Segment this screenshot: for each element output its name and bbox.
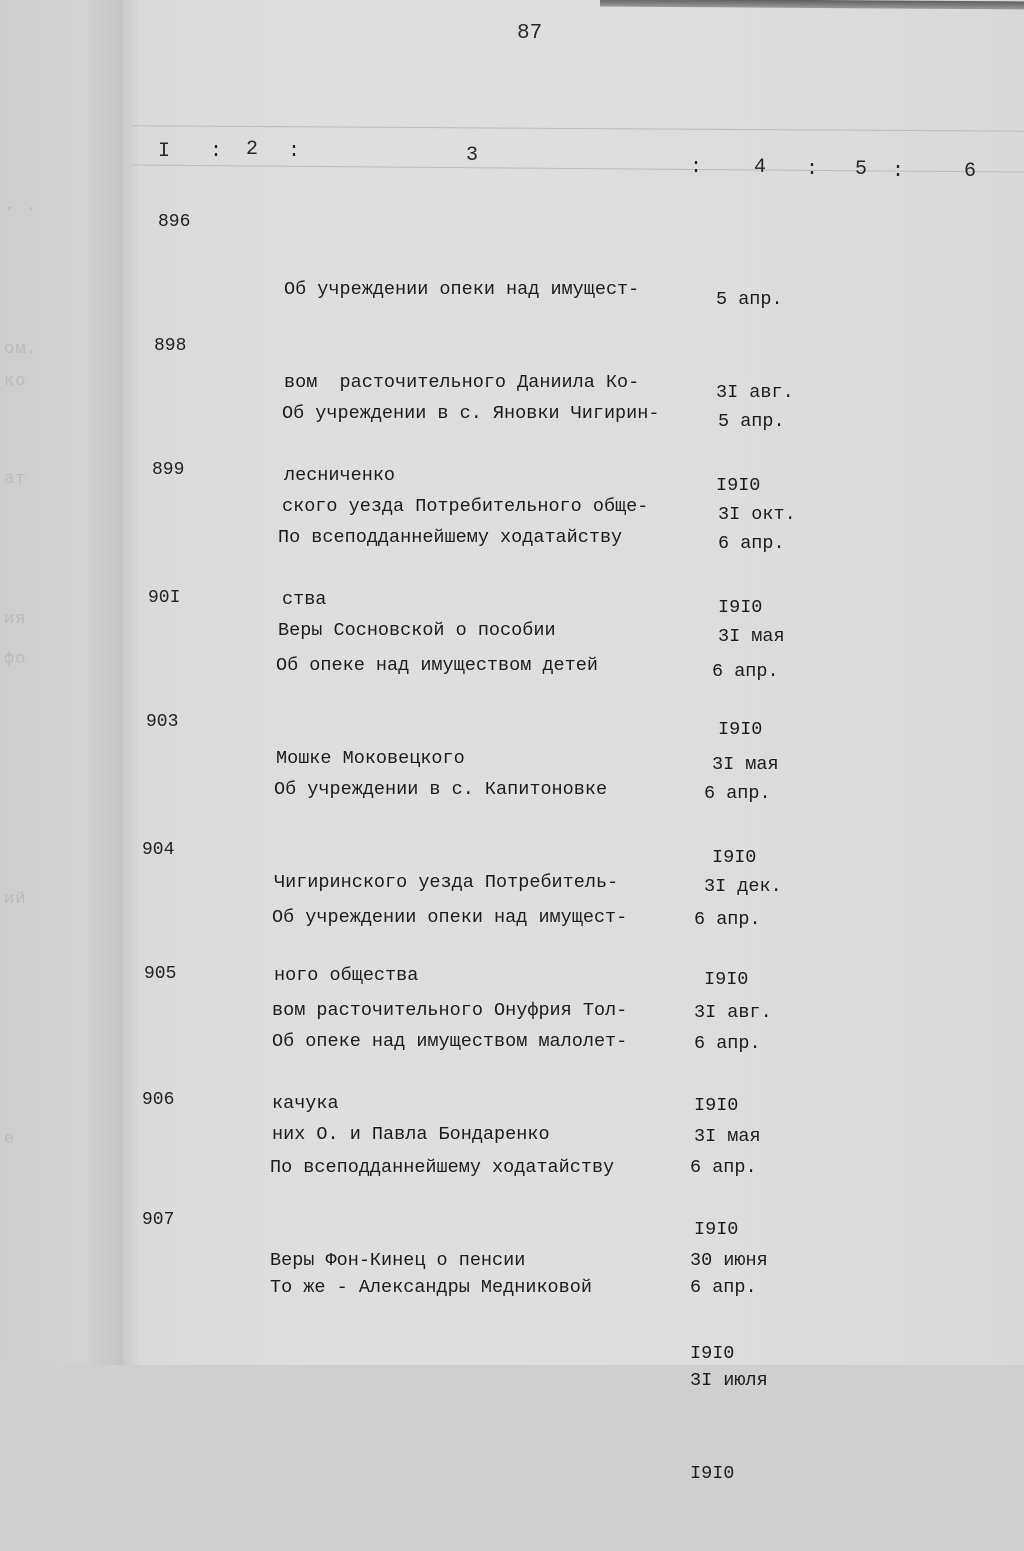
start-date: 6 апр. <box>694 1033 761 1054</box>
end-date: 3I авг. <box>694 1002 772 1023</box>
end-date: 30 июня <box>690 1250 768 1271</box>
description-line: То же - Александры Медниковой <box>270 1277 592 1298</box>
header-bottom-rule <box>132 164 1024 172</box>
bleed-through-text: · · <box>4 200 38 219</box>
page-number: 87 <box>517 22 543 45</box>
column-header-5: 5 <box>855 158 868 181</box>
start-date: 6 апр. <box>704 783 771 804</box>
column-header-6: 6 <box>964 160 977 183</box>
document-page <box>122 0 1024 1484</box>
description-line: них О. и Павла Бондаренко <box>272 1124 550 1145</box>
record-number: 905 <box>144 964 177 984</box>
end-date: 3I июля <box>690 1370 768 1391</box>
description-line: Об опеке над имуществом детей <box>276 655 598 676</box>
column-header-3: 3 <box>466 144 479 167</box>
bleed-through-text: е <box>4 1130 16 1149</box>
start-date: 6 апр. <box>712 661 779 682</box>
year: I9I0 <box>718 597 763 618</box>
start-date: 6 апр. <box>690 1157 757 1178</box>
column-separator: : <box>210 140 223 163</box>
column-header-2: 2 <box>246 138 259 161</box>
year: I9I0 <box>716 475 761 496</box>
record-number: 898 <box>154 336 187 356</box>
start-date: 5 апр. <box>718 411 785 432</box>
record-number: 896 <box>158 212 191 232</box>
description-line: вом расточительного Онуфрия Тол- <box>272 1000 628 1021</box>
record-dates <box>690 1210 768 1551</box>
record-number: 899 <box>152 460 185 480</box>
record-number: 906 <box>142 1090 175 1110</box>
description-line: лесниченко <box>284 465 396 486</box>
description-line: По всеподданнейшему ходатайству <box>270 1157 615 1178</box>
record-number: 907 <box>142 1210 175 1230</box>
description-line: качука <box>272 1093 339 1114</box>
start-date: 6 апр. <box>694 909 761 930</box>
column-separator: : <box>288 140 301 163</box>
record-number: 904 <box>142 840 175 860</box>
year: I9I0 <box>694 1219 739 1240</box>
description-line: ства <box>282 589 327 610</box>
description-line: Об учреждении в с. Капитоновке <box>274 779 608 800</box>
bleed-through-text: фо <box>4 650 27 669</box>
record-number: 90I <box>148 588 181 608</box>
description-line: Об учреждении опеки над имущест- <box>272 907 628 928</box>
header-top-rule <box>132 125 1024 131</box>
year: I9I0 <box>704 969 749 990</box>
column-separator: : <box>690 156 703 179</box>
year: I9I0 <box>694 1095 739 1116</box>
description-line: Веры Сосновской о пособии <box>278 620 556 641</box>
bleed-through-text: ом. <box>4 340 38 359</box>
description-line: ского уезда Потребительного обще- <box>282 496 649 517</box>
year: I9I0 <box>712 847 757 868</box>
description-line: Об учреждении опеки над имущест- <box>284 279 640 300</box>
year: I9I0 <box>690 1463 735 1484</box>
end-date: 3I мая <box>718 626 785 647</box>
end-date: 3I мая <box>694 1126 761 1147</box>
end-date: 3I дек. <box>704 876 782 897</box>
record-description <box>270 1210 710 1365</box>
description-line: ного общества <box>274 965 419 986</box>
start-date: 6 апр. <box>718 533 785 554</box>
start-date: 5 апр. <box>716 289 783 310</box>
start-date: 6 апр. <box>690 1277 757 1298</box>
column-separator: : <box>806 158 819 181</box>
year: I9I0 <box>690 1343 735 1364</box>
description-line: Веры Фон-Кинец о пенсии <box>270 1250 526 1271</box>
bleed-through-text: ко <box>4 372 27 391</box>
description-line: Об опеке над имуществом малолет- <box>272 1031 628 1052</box>
end-date: 3I авг. <box>716 382 794 403</box>
bleed-through-text: ат <box>4 470 27 489</box>
description-line: Чигиринского уезда Потребитель- <box>274 872 619 893</box>
previous-page-margin <box>0 0 122 1365</box>
bleed-through-text: ий <box>4 890 27 909</box>
column-header-4: 4 <box>754 156 767 179</box>
description-line: По всеподданнейшему ходатайству <box>278 527 623 548</box>
bleed-through-text: ия <box>4 610 27 629</box>
end-date: 3I окт. <box>718 504 796 525</box>
description-line: Мошке Моковецкого <box>276 748 465 769</box>
record-number: 903 <box>146 712 179 732</box>
column-header-1: I <box>158 140 171 163</box>
column-separator: : <box>892 160 905 183</box>
end-date: 3I мая <box>712 754 779 775</box>
year: I9I0 <box>718 719 763 740</box>
description-line: Об учреждении в с. Яновки Чигирин- <box>282 403 660 424</box>
description-line: вом расточительного Даниила Ко- <box>284 372 640 393</box>
